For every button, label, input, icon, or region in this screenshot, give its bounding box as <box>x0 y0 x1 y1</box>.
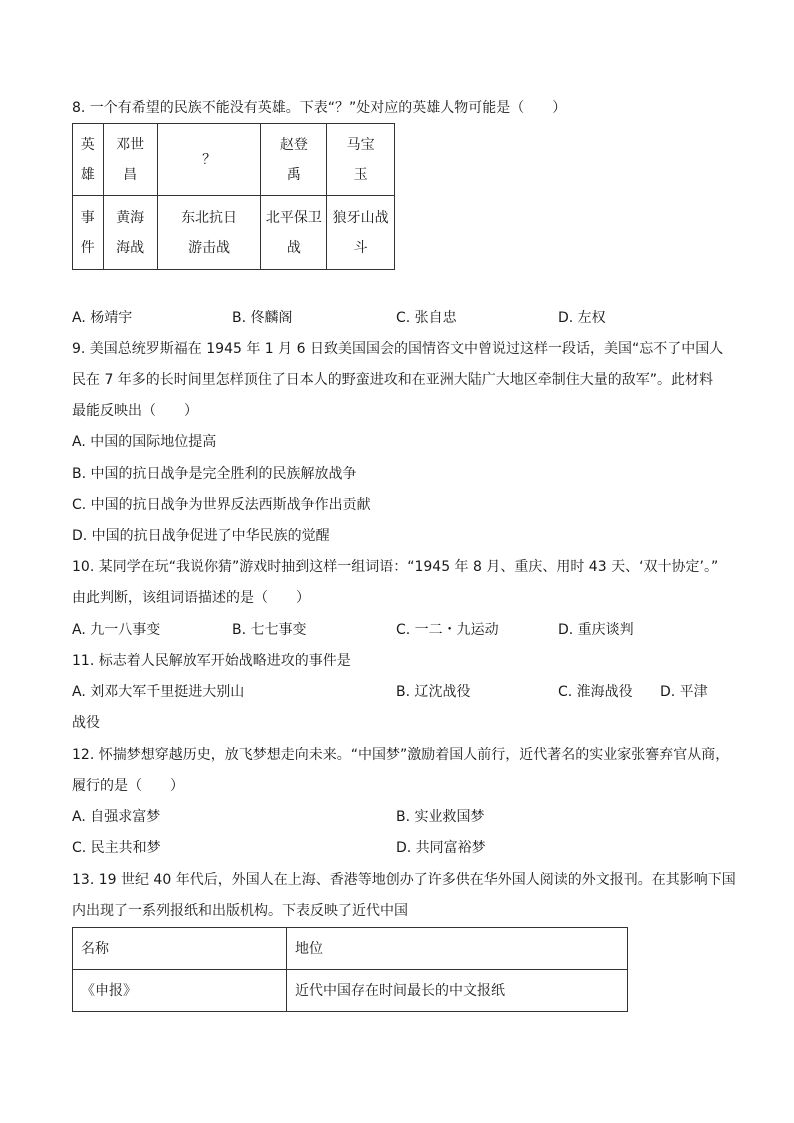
q8-cell <box>327 196 395 270</box>
q10-stem-line: 10. 某同学在玩“我说你猜”游戏时抽到这样一组词语：“1945 年 8 月、重庆、用时 43 天、‘双十协定’。” <box>72 559 719 575</box>
q9-stem-line: 民在 7 年多的长时间里怎样顶住了日本人的野蛮进攻和在亚洲大陆广大地区牵制住大量的敌军”。此材料 <box>72 372 714 388</box>
cell-line: 赵登 <box>279 136 308 153</box>
q13-stem-line: 内出现了一系列报纸和出版机构。下表反映了近代中国 <box>72 903 408 919</box>
cell-line: 游击战 <box>188 239 231 256</box>
q8-cell <box>157 196 261 270</box>
q12-option-d[interactable]: D. 共同富裕梦 <box>396 840 486 856</box>
cell-line: 英 <box>80 136 95 153</box>
q8-header-hero <box>73 124 104 196</box>
cell-line: 海战 <box>116 239 145 256</box>
q10-option-a[interactable]: A. 九一八事变 <box>72 622 161 638</box>
q13-cell-name: 《申报》 <box>73 970 287 1012</box>
q11-option-d-wrap: 战役 <box>72 715 100 731</box>
q8-cell <box>103 196 157 270</box>
q8-cell <box>261 124 327 196</box>
q8-stem: 8. 一个有希望的民族不能没有英雄。下表“？”处对应的英雄人物可能是（ ） <box>72 100 567 116</box>
q8-option-a[interactable]: A. 杨靖宇 <box>72 310 133 326</box>
cell-line: 马宝 <box>346 136 375 153</box>
q12-option-c[interactable]: C. 民主共和梦 <box>72 840 161 856</box>
cell-line: 斗 <box>353 239 368 256</box>
q9-option-b[interactable]: B. 中国的抗日战争是完全胜利的民族解放战争 <box>72 466 357 482</box>
q9-option-d[interactable]: D. 中国的抗日战争促进了中华民族的觉醒 <box>72 528 330 544</box>
q9-option-a[interactable]: A. 中国的国际地位提高 <box>72 434 217 450</box>
q8-table <box>72 123 395 270</box>
q11-option-b[interactable]: B. 辽沈战役 <box>396 684 471 700</box>
cell-line: 禹 <box>286 166 301 183</box>
q10-option-c[interactable]: C. 一二・九运动 <box>396 622 499 638</box>
q13-cell-status: 近代中国存在时间最长的中文报纸 <box>287 970 628 1012</box>
q12-option-b[interactable]: B. 实业救国梦 <box>396 809 485 825</box>
q8-cell: ？ <box>157 124 261 196</box>
q8-cell <box>103 124 157 196</box>
q13-header-name: 名称 <box>73 928 287 970</box>
cell-line: 黄海 <box>116 209 145 226</box>
q11-option-c[interactable]: C. 淮海战役 <box>558 684 633 700</box>
cell-line: 北平保卫 <box>265 209 322 226</box>
q13-stem-line: 13. 19 世纪 40 年代后，外国人在上海、香港等地创办了许多供在华外国人阅读的外文报刊。在其影响下国 <box>72 872 736 888</box>
q10-option-b[interactable]: B. 七七事变 <box>232 622 307 638</box>
q11-stem: 11. 标志着人民解放军开始战略进攻的事件是 <box>72 653 351 669</box>
q9-stem-line: 最能反映出（ ） <box>72 403 198 419</box>
cell-line: 玉 <box>353 166 368 183</box>
cell-line: 邓世 <box>116 136 145 153</box>
q10-stem-line: 由此判断，该组词语描述的是（ ） <box>72 590 310 606</box>
q12-option-a[interactable]: A. 自强求富梦 <box>72 809 161 825</box>
q11-option-d[interactable]: D. 平津 <box>660 684 708 700</box>
q8-header-event <box>73 196 104 270</box>
q12-stem-line: 12. 怀揣梦想穿越历史，放飞梦想走向未来。“中国梦”激励着国人前行，近代著名的实业家张謇弃官从商， <box>72 747 730 763</box>
cell-line: 战 <box>286 239 301 256</box>
q10-option-d[interactable]: D. 重庆谈判 <box>558 622 634 638</box>
cell-line: 事 <box>80 209 95 226</box>
q8-cell <box>327 124 395 196</box>
cell-line: 雄 <box>80 166 95 183</box>
q8-option-d[interactable]: D. 左权 <box>558 310 606 326</box>
cell-line: 狼牙山战 <box>332 209 389 226</box>
q9-option-c[interactable]: C. 中国的抗日战争为世界反法西斯战争作出贡献 <box>72 497 371 513</box>
cell-line: 东北抗日 <box>181 209 238 226</box>
q9-stem-line: 9. 美国总统罗斯福在 1945 年 1 月 6 日致美国国会的国情咨文中曾说过这样一段话，美国“忘不了中国人 <box>72 341 724 357</box>
cell-line: 件 <box>80 239 95 256</box>
q8-cell <box>261 196 327 270</box>
q13-table <box>72 927 628 1012</box>
q11-option-a[interactable]: A. 刘邓大军千里挺进大别山 <box>72 684 245 700</box>
q8-option-b[interactable]: B. 佟麟阁 <box>232 310 293 326</box>
q13-header-status: 地位 <box>287 928 628 970</box>
q12-stem-line: 履行的是（ ） <box>72 778 184 794</box>
q8-option-c[interactable]: C. 张自忠 <box>396 310 457 326</box>
cell-line: 昌 <box>123 166 138 183</box>
